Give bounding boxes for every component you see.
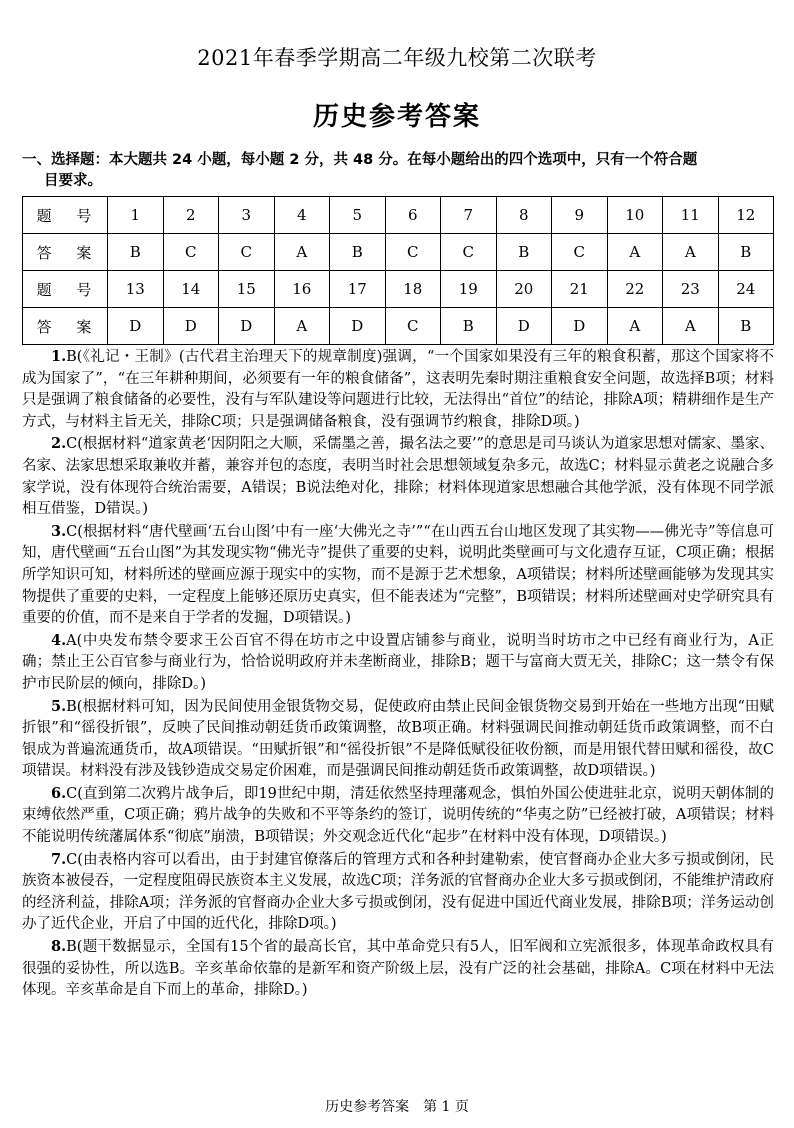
question-number: 7	[441, 197, 497, 234]
question-number: 22	[607, 271, 663, 308]
explanation-item	[22, 433, 774, 520]
question-number: 9	[552, 197, 608, 234]
question-number: 14	[163, 271, 219, 308]
explanation-number: 8.	[51, 938, 67, 956]
question-number: 10	[607, 197, 663, 234]
answer-cell: A	[607, 234, 663, 271]
answer-table	[22, 196, 774, 345]
question-number: 18	[385, 271, 441, 308]
explanation-item	[22, 849, 774, 936]
question-number: 16	[274, 271, 330, 308]
answer-table-row-answers-1	[23, 234, 774, 271]
explanation-number: 3.	[51, 522, 67, 540]
answer-cell: A	[274, 234, 330, 271]
explanation-item	[22, 936, 774, 1002]
section-heading-line2: 目要求。	[44, 173, 102, 189]
question-number: 23	[663, 271, 719, 308]
explanation-text: A(中央发布禁令要求王公百官不得在坊市之中设置店铺参与商业，说明当时坊市之中已经有商业行为，A正确；禁止王公百官参与商业行为，恰恰说明政府并未垄断商业，排除B；题干与富商大贾无关，排除C；这一禁令有保护市民阶层的倾向，排除D。)	[22, 632, 774, 692]
question-number: 4	[274, 197, 330, 234]
question-number: 12	[718, 197, 774, 234]
answer-cell: C	[385, 234, 441, 271]
explanation-number: 7.	[51, 850, 67, 868]
explanation-item	[22, 346, 774, 433]
answer-cell: C	[441, 234, 497, 271]
question-number: 1	[108, 197, 164, 234]
explanation-item	[22, 696, 774, 783]
explanation-item	[22, 783, 774, 849]
explanation-number: 5.	[51, 697, 67, 715]
answer-cell: C	[552, 234, 608, 271]
explanations	[22, 346, 774, 1002]
answer-cell: B	[441, 308, 497, 345]
answer-cell: D	[219, 308, 275, 345]
row-label-number: 题 号	[23, 197, 108, 234]
answer-table-row-numbers-1	[23, 197, 774, 234]
question-number: 21	[552, 271, 608, 308]
question-number: 24	[718, 271, 774, 308]
explanation-text: B(题干数据显示，全国有15个省的最高长官，其中革命党只有5人，旧军阀和立宪派很多，体现革命政权具有很强的妥协性，所以选B。辛亥革命依靠的是新军和资产阶级上层，没有广泛的社会基础，排除A。C项在材料中无法体现。辛亥革命是自下而上的革命，排除D。)	[22, 939, 774, 999]
question-number: 19	[441, 271, 497, 308]
answer-cell: D	[163, 308, 219, 345]
question-number: 13	[108, 271, 164, 308]
question-number: 20	[496, 271, 552, 308]
question-number: 17	[330, 271, 386, 308]
explanation-item	[22, 630, 774, 696]
question-number: 6	[385, 197, 441, 234]
explanation-text: C(由表格内容可以看出，由于封建官僚落后的管理方式和各种封建勒索，使官督商办企业大多亏损或倒闭，民族资本被侵吞，一定程度阻碍民族资本主义发展，故选C项；洋务派的官督商办企业大多亏损或倒闭，不能维护清政府的经济利益，排除A项；洋务派的官督商办企业大多亏损或倒闭，没有促进中国近代商业发展，排除B项；洋务运动创办了近代企业，开启了中国的近代化，排除D项。)	[22, 851, 774, 933]
explanation-text: C(根据材料“唐代壁画‘五台山图’中有一座‘大佛光之寺’”“在山西五台山地区发现了其实物——佛光寺”等信息可知，唐代壁画“五台山图”为其发现实物“佛光寺”提供了重要的史料，说明此类壁画可与文化遗存互证，C项正确；根据所学知识可知，材料所述的壁画应源于现实中的实物，而不是源于艺术想象，A项错误；材料所述壁画能够为发现其实物提供了重要的史料，一定程度上能够还原历史真实，但不能表述为“完整”，B项错误；材料所述壁画对史学研究具有重要的价值，而不是来自于学者的发掘，D项错误。)	[22, 523, 774, 627]
exam-title: 2021年春季学期高二年级九校第二次联考	[197, 46, 597, 70]
document-title: 历史参考答案	[312, 102, 481, 132]
answer-cell: B	[718, 308, 774, 345]
answer-cell: D	[496, 308, 552, 345]
explanation-text: C(根据材料“道家黄老‘因阴阳之大顺，采儒墨之善，撮名法之要’”的意思是司马谈认为道家思想对儒家、墨家、名家、法家思想采取兼收并蓄，兼容并包的态度，表明当时社会思想领域复杂多元，故选C；材料显示黄老之说融合多家学说，没有体现符合统治需要，A错误；B说法绝对化，排除；材料体现道家思想融合其他学派，没有体现不同学派相互借鉴，D错误。)	[22, 436, 774, 518]
question-number: 3	[219, 197, 275, 234]
explanation-text: C(直到第二次鸦片战争后，即19世纪中期，清廷依然坚持理藩观念，惧怕外国公使进驻北京，说明天朝体制的束缚依然严重，C项正确；鸦片战争的失败和不平等条约的签订，说明传统的“华夷之防”已经被打破，A项错误；材料不能说明传统藩属体系“彻底”崩溃，B项错误；外交观念近代化“起步”在材料中没有体现，D项错误。)	[22, 785, 774, 846]
explanation-number: 6.	[51, 784, 67, 802]
row-label-answer: 答 案	[23, 308, 108, 345]
answer-table-row-answers-2	[23, 308, 774, 345]
answer-cell: B	[718, 234, 774, 271]
answer-cell: C	[163, 234, 219, 271]
question-number: 11	[663, 197, 719, 234]
answer-table-row-numbers-2	[23, 271, 774, 308]
explanation-item	[22, 521, 774, 630]
answer-cell: A	[663, 234, 719, 271]
answer-cell: B	[108, 234, 164, 271]
explanation-number: 4.	[51, 631, 67, 649]
question-number: 8	[496, 197, 552, 234]
explanation-number: 1.	[51, 348, 67, 365]
question-number: 5	[330, 197, 386, 234]
answer-cell: D	[108, 308, 164, 345]
explanation-number: 2.	[51, 435, 67, 453]
row-label-number: 题 号	[23, 271, 108, 308]
answer-cell: D	[552, 308, 608, 345]
answer-cell: A	[607, 308, 663, 345]
answer-cell: C	[385, 308, 441, 345]
answer-cell: A	[663, 308, 719, 345]
row-label-answer: 答 案	[23, 234, 108, 271]
answer-cell: C	[219, 234, 275, 271]
answer-cell: D	[330, 308, 386, 345]
answer-cell: B	[496, 234, 552, 271]
answer-cell: A	[274, 308, 330, 345]
explanation-text: B(根据材料可知，因为民间使用金银货物交易，促使政府由禁止民间金银货物交易到开始在一些地方出现“田赋折银”和“徭役折银”，反映了民间推动朝廷货币政策调整，故B项正确。材料强调民间推动朝廷货币政策调整，而不白银成为普遍流通货币，故A项错误。“田赋折银”和“徭役折银”不是降低赋役征收份额，而是用银代替田赋和徭役，故C项错误。材料没有涉及钱钞造成交易定价困难，而是强调民间推动朝廷货币政策调整，故D项错误。)	[22, 698, 774, 780]
page-footer: 历史参考答案 第 1 页	[325, 1099, 469, 1115]
question-number: 2	[163, 197, 219, 234]
section-heading	[22, 150, 774, 192]
question-number: 15	[219, 271, 275, 308]
explanation-text: B(《礼记・王制》(古代君主治理天下的规章制度)强调，“一个国家如果没有三年的粮食积蓄，那这个国家将不成为国家了”，“在三年耕种期间，必须要有一年的粮食储备”，这表明先秦时期注重粮食安全问题，故选择B项；材料只是强调了粮食储备的必要性，没有与军队建设等问题进行比较，无法得出“首位”的结论，排除A项；精耕细作是生产方式，与材料主旨无关，排除C项；只是强调储备粮食，没有强调节约粮食，排除D项。)	[22, 349, 774, 430]
answer-cell: B	[330, 234, 386, 271]
section-heading-line1: 一、选择题：本大题共 24 小题，每小题 2 分，共 48 分。在每小题给出的四个选项中，只有一个符合题	[22, 152, 698, 168]
